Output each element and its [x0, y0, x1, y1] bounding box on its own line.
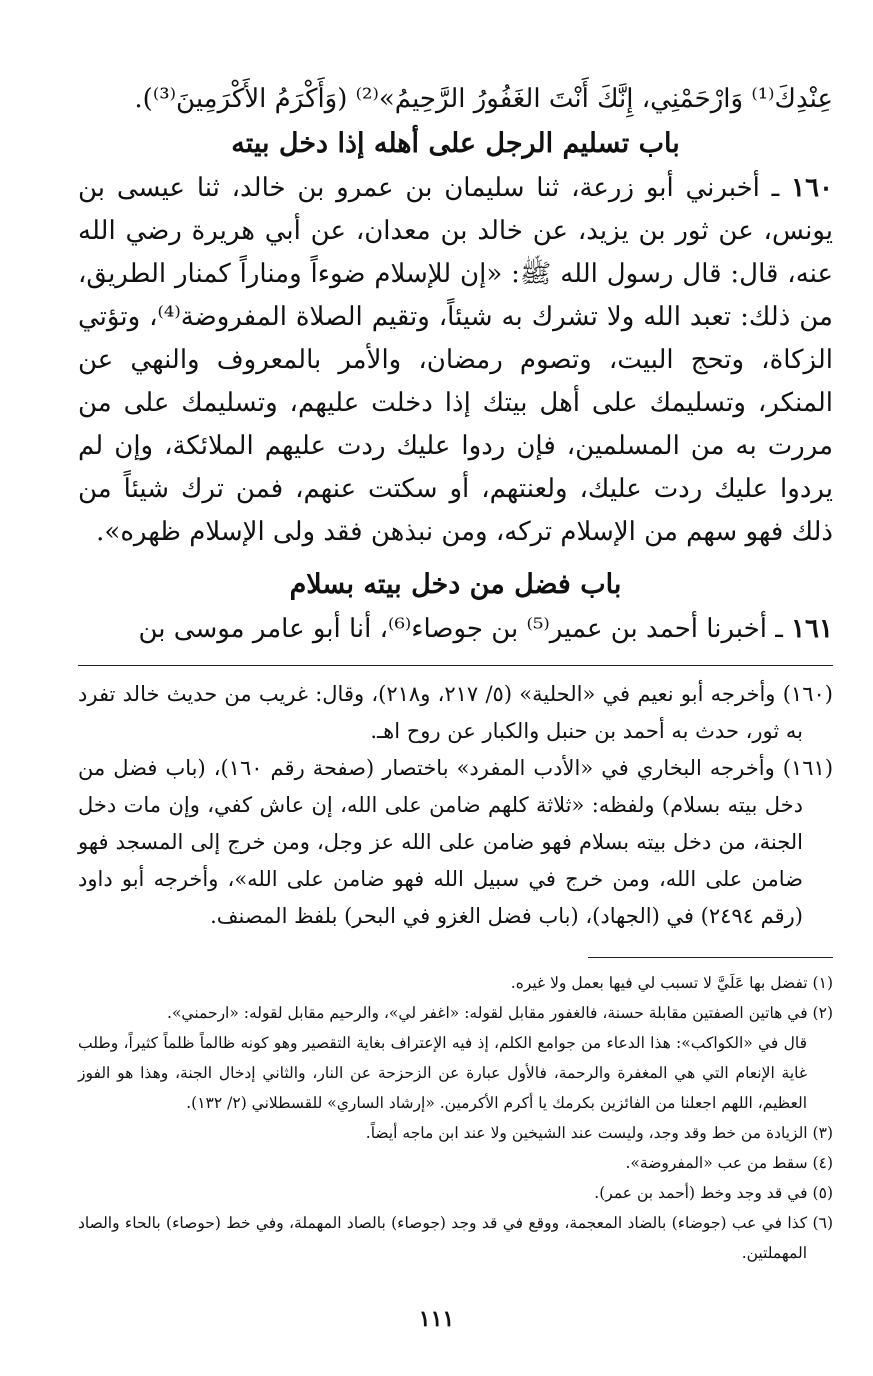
footnote-number: (٦): [812, 1214, 833, 1232]
hadith-text-161: ـ أخبرنا أحمد بن عمير⁽⁵⁾ بن جوصاء⁽⁶⁾، أنا أبو عامر موسى بن: [138, 614, 783, 644]
footnote-4: [78, 1148, 833, 1178]
hadith-paragraph-160: [78, 167, 833, 554]
page: [78, 78, 833, 1268]
footnotes: [78, 968, 833, 1268]
footnote-number: (١): [812, 974, 833, 992]
takhrij-number-160: (١٦٠): [782, 682, 833, 706]
page-number: ١١١: [418, 1306, 455, 1332]
footnote-1: [78, 968, 833, 998]
divider-footnotes: [588, 957, 833, 958]
takhrij-text-161: وأخرجه البخاري في «الأدب المفرد» باختصار (صفحة رقم ١٦٠)، (باب فضل من دخل بيته بسلام) ولفظه: «ثلاثة كلهم ضامن على الله، إن عاش كفي، وإن مات دخل الجنة، من دخل بيته بسلام فهو ضامن على الله عز وجل، ومن خرج إلى المسجد فهو ضامن على الله، ومن خرج في سبيل الله فهو ضامن على الله»، وأخرجه أبو داود (رقم ٢٤٩٤) في (الجهاد)، (باب فضل الغزو في البحر) بلفظ المصنف.: [78, 756, 803, 928]
footnote-number: (٢): [812, 1004, 833, 1022]
takhrij-note-161: [78, 750, 833, 935]
footnote-number: (٤): [812, 1154, 833, 1172]
footnote-text: تفضل بها عَلَيَّ لا تسبب لي فيها بعمل ولا غيره.: [510, 974, 808, 992]
opening-line: عِنْدِكَ⁽¹⁾ وَارْحَمْنِي، إِنَّكَ أَنْتَ الغَفُورُ الرَّحِيمُ»⁽²⁾ (وَأَكْرَمُ الأَكْرَمِينَ⁽³⁾).: [134, 84, 833, 114]
takhrij-notes: [78, 676, 833, 935]
chapter-heading-1: باب تسليم الرجل على أهله إذا دخل بيته: [231, 128, 680, 159]
footnote-text: سقط من عب «المفروضة».: [625, 1154, 808, 1172]
takhrij-text-160: وأخرجه أبو نعيم في «الحلية» (٥/ ٢١٧، و٢١٨)، وقال: غريب من حديث خالد تفرد به ثور، حدث به أحمد بن حنبل والكبار عن روح اهـ.: [78, 682, 803, 743]
main-text: [78, 78, 833, 651]
hadith-number-160: ١٦٠: [791, 173, 834, 203]
footnote-number: (٣): [812, 1124, 833, 1142]
divider-main: [78, 665, 833, 666]
footnote-2: [78, 998, 833, 1028]
hadith-text-160: ـ أخبرني أبو زرعة، ثنا سليمان بن عمرو بن خالد، ثنا عيسى بن يونس، عن ثور بن يزيد، عن خالد بن معدان، عن أبي هريرة رضي الله عنه، قال: قال رسول الله ﷺ: «إن للإسلام ضوءاً ومناراً كمنار الطريق، من ذلك: تعبد الله ولا تشرك به شيئاً، وتقيم الصلاة المفروضة⁽⁴⁾، وتؤتي الزكاة، وتحج البيت، وتصوم رمضان، والأمر بالمعروف والنهي عن المنكر، وتسليمك على أهل بيتك إذا دخلت عليهم، وتسليمك على من مررت به من المسلمين، فإن ردوا عليك ردت عليهم الملائكة، وإن لم يردوا عليك ردت عليك، ولعنتهم، أو سكتت عنهم، فمن ترك شيئاً من ذلك فهو سهم من الإسلام تركه، ومن نبذهن فقد ولى الإسلام ظهره».: [78, 173, 833, 547]
footnote-text: الزيادة من خط وقد وجد، وليست عند الشيخين ولا عند ابن ماجه أيضاً.: [365, 1124, 808, 1142]
hadith-number-161: ١٦١: [791, 614, 833, 644]
footnote-text: كذا في عب (جوضاء) بالضاد المعجمة، ووقع في قد وجد (جوصاء) بالصاد المهملة، وفي خط (حوصاء) بالحاء والصاد المهملتين.: [78, 1214, 808, 1262]
takhrij-note-160: [78, 676, 833, 750]
footnote-text: قال في «الكواكب»: هذا الدعاء من جوامع الكلم، إذ فيه الإعتراف بغاية التقصير وهو كونه ظالماً ظلماً كثيراً، وطلب غاية الإنعام التي هي المغفرة والرحمة، فالأول عبارة عن الزحزحة عن النار، والثاني إدخال الجنة، وهذا هو الفوز العظيم، اللهم اجعلنا من الفائزين بكرمك يا أكرم الأكرمين. «إرشاد الساري» للقسطلاني (٢/ ١٣٢).: [78, 1034, 807, 1112]
footnote-2-continued: [78, 1028, 833, 1118]
footnote-text: في هاتين الصفتين مقابلة حسنة، فالغفور مقابل لقوله: «اغفر لي»، والرحيم مقابل لقوله: «ارحمني».: [167, 1004, 808, 1022]
footnote-5: [78, 1178, 833, 1208]
chapter-heading-2: باب فضل من دخل بيته بسلام: [289, 569, 622, 600]
footnote-3: [78, 1118, 833, 1148]
footnote-6: [78, 1208, 833, 1268]
hadith-paragraph-161: [78, 608, 833, 651]
takhrij-number-161: (١٦١): [782, 756, 834, 780]
footnote-text: في قد وجد وخط (أحمد بن عمر).: [594, 1184, 808, 1202]
footnote-number: (٥): [812, 1184, 833, 1202]
